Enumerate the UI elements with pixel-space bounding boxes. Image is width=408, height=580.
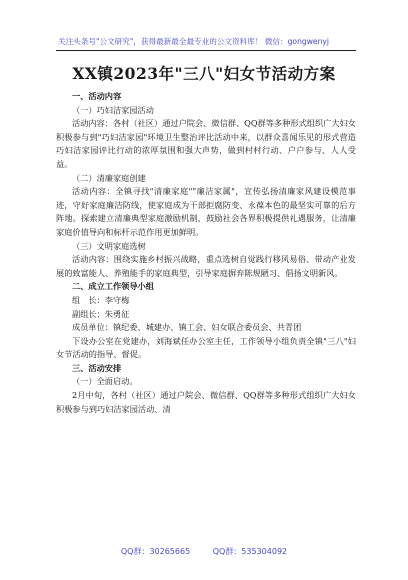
section-heading-2: 二、成立工作领导小组: [72, 281, 154, 292]
group-members: 成员单位：镇纪委、城建办、镇工会、妇女联合委员会、共青团: [72, 322, 302, 333]
section-heading-3: 三、活动安排: [72, 362, 122, 373]
document-title: XX镇2023年"三八"妇女节活动方案: [72, 64, 336, 83]
subheading-1-1: （一）巧妇洁家园活动: [72, 104, 154, 115]
footer-qq-group-1: QQ群：30265665: [120, 547, 191, 556]
page-footer: [0, 546, 408, 557]
document-body: [56, 90, 356, 416]
paragraph-1-1: 活动内容：各村（社区）通过户院会、微信群、QQ群等多种形式组织广大妇女积极参与到"巧妇洁家园"环境卫生整治评比活动中来，以群众喜闻乐见的形式营造巧妇洁家园评比行动的浓厚氛围和强大声势，做到村村行动、户户参与、人人受益。: [56, 118, 356, 169]
paragraph-2: 下设办公室在党建办，刘海斌任办公室主任，工作领导小组负责全镇"三八"妇女节活动的指导、督促。: [56, 335, 356, 360]
group-leader: 组 长：李守梅: [72, 294, 130, 305]
paragraph-3-1: 2月中旬，各村（社区）通过户院会、微信群、QQ群等多种形式组织广大妇女积极参与到巧妇洁家园活动、清: [56, 390, 356, 414]
footer-qq-group-2: QQ群：535304092: [212, 547, 288, 556]
group-deputy: 副组长：朱勇征: [72, 308, 130, 319]
page-header-note: 关注头条号"公文研究"，获得最新最全最专业的公文资料库！ 微信：gongwenyj: [58, 37, 330, 46]
section-heading-1: 一、活动内容: [72, 91, 122, 101]
header-divider: [56, 50, 356, 51]
subheading-1-3: （三）文明家庭选树: [72, 240, 146, 251]
paragraph-1-2: 活动内容：全镇寻找"清廉家庭""廉洁家属"，宣传弘扬清廉家风建设模范事迹，守好家庭廉洁防线，使家庭成为干部拒腐防变、永葆本色的最坚实可靠的后方阵地。探索建立清廉典型家庭激励机制，鼓励社会各界积极提供礼遇服务，让清廉家庭价值导向和标杆示范作用更加鲜明。: [56, 186, 356, 237]
paragraph-1-3: 活动内容：围绕实施乡村振兴战略，重点选树自觉践行移风易俗、带动产业发展的致富能人、养殖能手的家庭典型，引导家庭摒弃陈规陋习、倡扬文明新风。: [56, 254, 356, 278]
subheading-1-2: （二）清廉家庭创建: [72, 172, 146, 183]
subheading-3-1: （一）全面启动。: [72, 376, 138, 387]
